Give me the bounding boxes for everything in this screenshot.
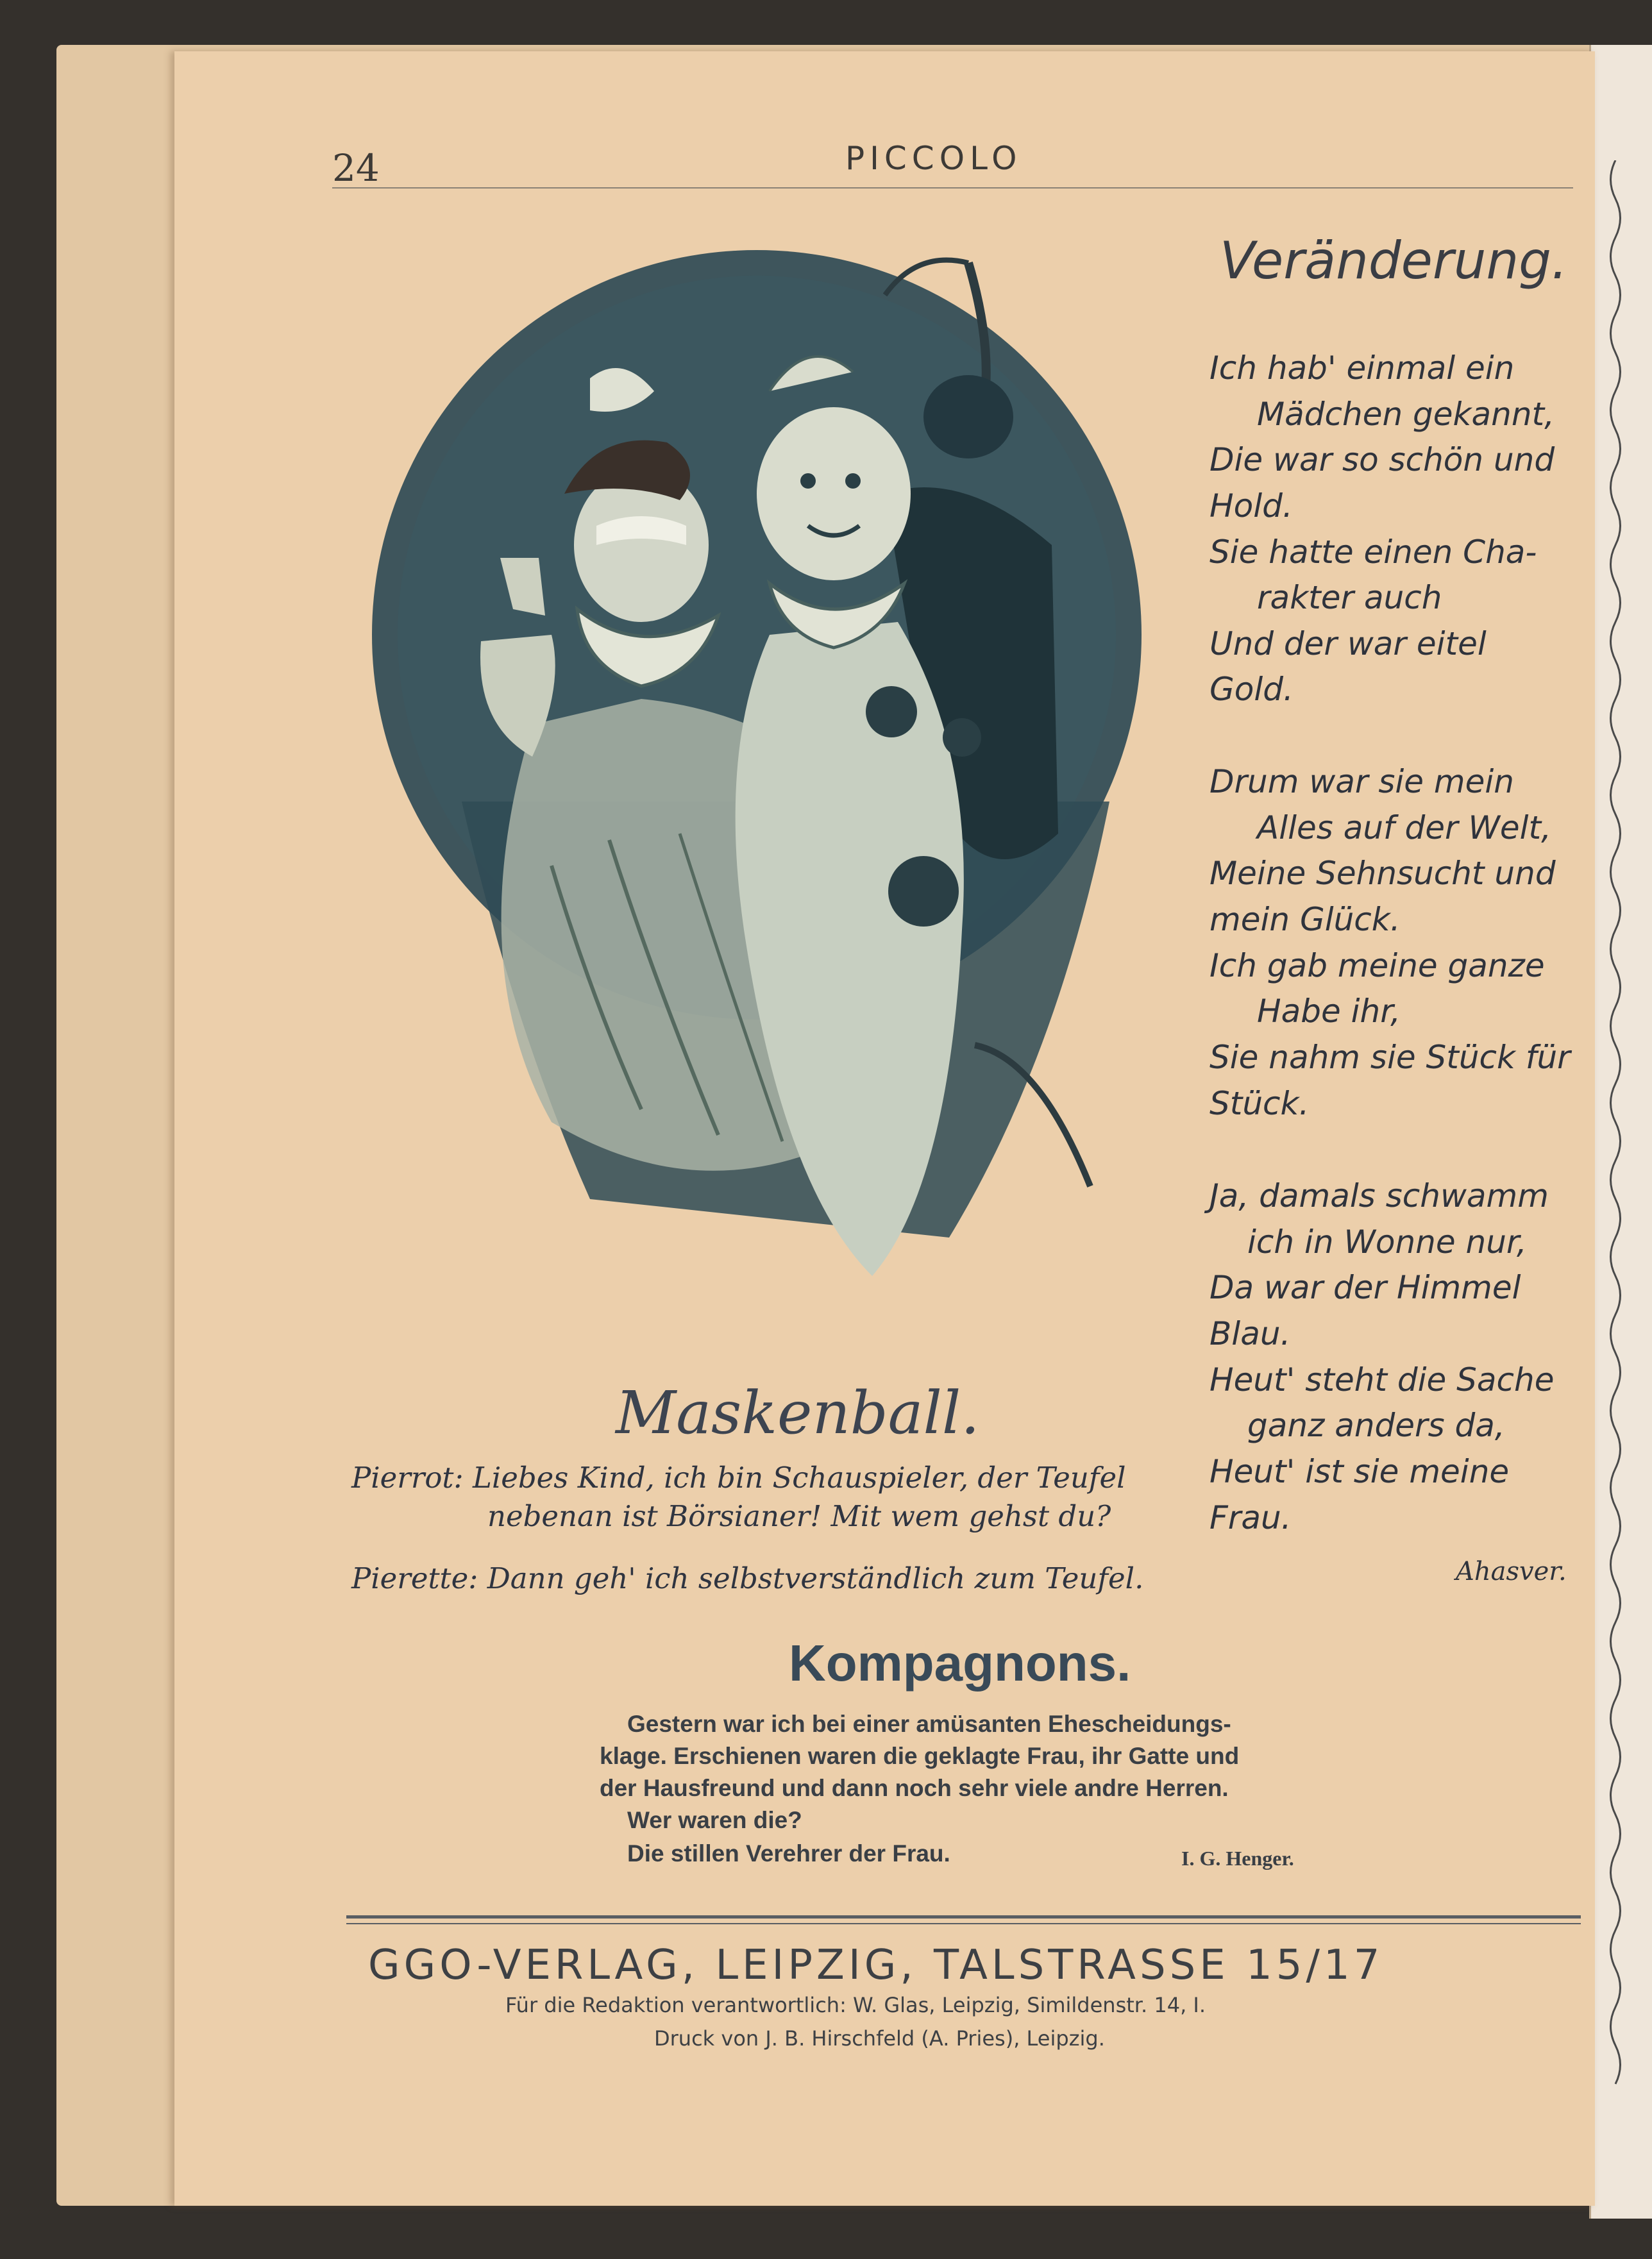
anecdote-title: Kompagnons. xyxy=(789,1634,1131,1692)
caption-dialogue-line: Pierrot: Liebes Kind, ich bin Schauspieler, der Teufel xyxy=(351,1461,1126,1495)
poem-line: Heut' ist sie meine xyxy=(1210,1453,1510,1490)
anecdote-text-line: Gestern war ich bei einer amüsanten Ehescheidungs- xyxy=(627,1711,1231,1737)
footer-rule-thin xyxy=(346,1923,1581,1924)
footer-rule xyxy=(346,1915,1581,1919)
publisher-line: GGO-VERLAG, LEIPZIG, TALSTRASSE 15/17 xyxy=(368,1942,1384,1989)
anecdote-text-line: klage. Erschienen waren die geklagte Frau, ihr Gatte und xyxy=(600,1743,1240,1769)
poem-line: Hold. xyxy=(1210,487,1293,525)
poem-line: Mädchen gekannt, xyxy=(1257,396,1555,433)
poem-line: Alles auf der Welt, xyxy=(1257,809,1552,846)
poem-line: Habe ihr, xyxy=(1257,993,1401,1030)
poem-line: Drum war sie mein xyxy=(1210,763,1514,800)
poem-line: rakter auch xyxy=(1257,579,1442,616)
poem-line: ich in Wonne nur, xyxy=(1247,1223,1527,1261)
poem-line: Ich gab meine ganze xyxy=(1210,947,1545,984)
poem-line: Blau. xyxy=(1210,1315,1291,1352)
anecdote-text-line: Die stillen Verehrer der Frau. xyxy=(627,1840,950,1867)
poem-line: Und der war eitel xyxy=(1210,625,1487,662)
next-page-edge xyxy=(1589,45,1652,2219)
decorative-border-icon xyxy=(1603,160,1628,2097)
anecdote-text-line: der Hausfreund und dann noch sehr viele andre Herren. xyxy=(600,1775,1229,1801)
poem-line: ganz anders da, xyxy=(1247,1407,1505,1444)
printer-line: Druck von J. B. Hirschfeld (A. Pries), Leipzig. xyxy=(654,2026,1105,2051)
poem-line: Ja, damals schwamm xyxy=(1210,1177,1549,1214)
anecdote-author: I. G. Henger. xyxy=(1181,1847,1294,1870)
poem-line: Sie hatte einen Cha- xyxy=(1210,533,1537,571)
caption-title: Maskenball. xyxy=(616,1379,980,1447)
poem-line: Frau. xyxy=(1210,1499,1292,1536)
masked-ball-illustration-icon xyxy=(321,224,1193,1353)
poem-line: mein Glück. xyxy=(1210,901,1401,938)
poem-title: Veränderung. xyxy=(1220,231,1568,290)
caption-dialogue-line: nebenan ist Börsianer! Mit wem gehst du? xyxy=(487,1499,1111,1533)
anecdote-text-line: Wer waren die? xyxy=(627,1807,802,1833)
poem-line: Meine Sehnsucht und xyxy=(1210,855,1556,892)
header-rule xyxy=(332,187,1573,189)
poem-line: Die war so schön und xyxy=(1210,441,1555,478)
poem-author: Ahasver. xyxy=(1456,1557,1567,1586)
editor-line: Für die Redaktion verantwortlich: W. Glas, Leipzig, Simildenstr. 14, I. xyxy=(505,1993,1206,2017)
poem-line: Stück. xyxy=(1210,1085,1310,1122)
poem-line: Da war der Himmel xyxy=(1210,1269,1521,1306)
poem-line: Heut' steht die Sache xyxy=(1210,1361,1555,1398)
running-title: PICCOLO xyxy=(845,140,1022,177)
poem-line: Gold. xyxy=(1210,671,1294,708)
caption-dialogue-line: Pierette: Dann geh' ich selbstverständlich zum Teufel. xyxy=(351,1561,1144,1595)
poem-line: Ich hab' einmal ein xyxy=(1210,349,1515,387)
poem-line: Sie nahm sie Stück für xyxy=(1210,1039,1571,1076)
page-number: 24 xyxy=(332,146,380,190)
